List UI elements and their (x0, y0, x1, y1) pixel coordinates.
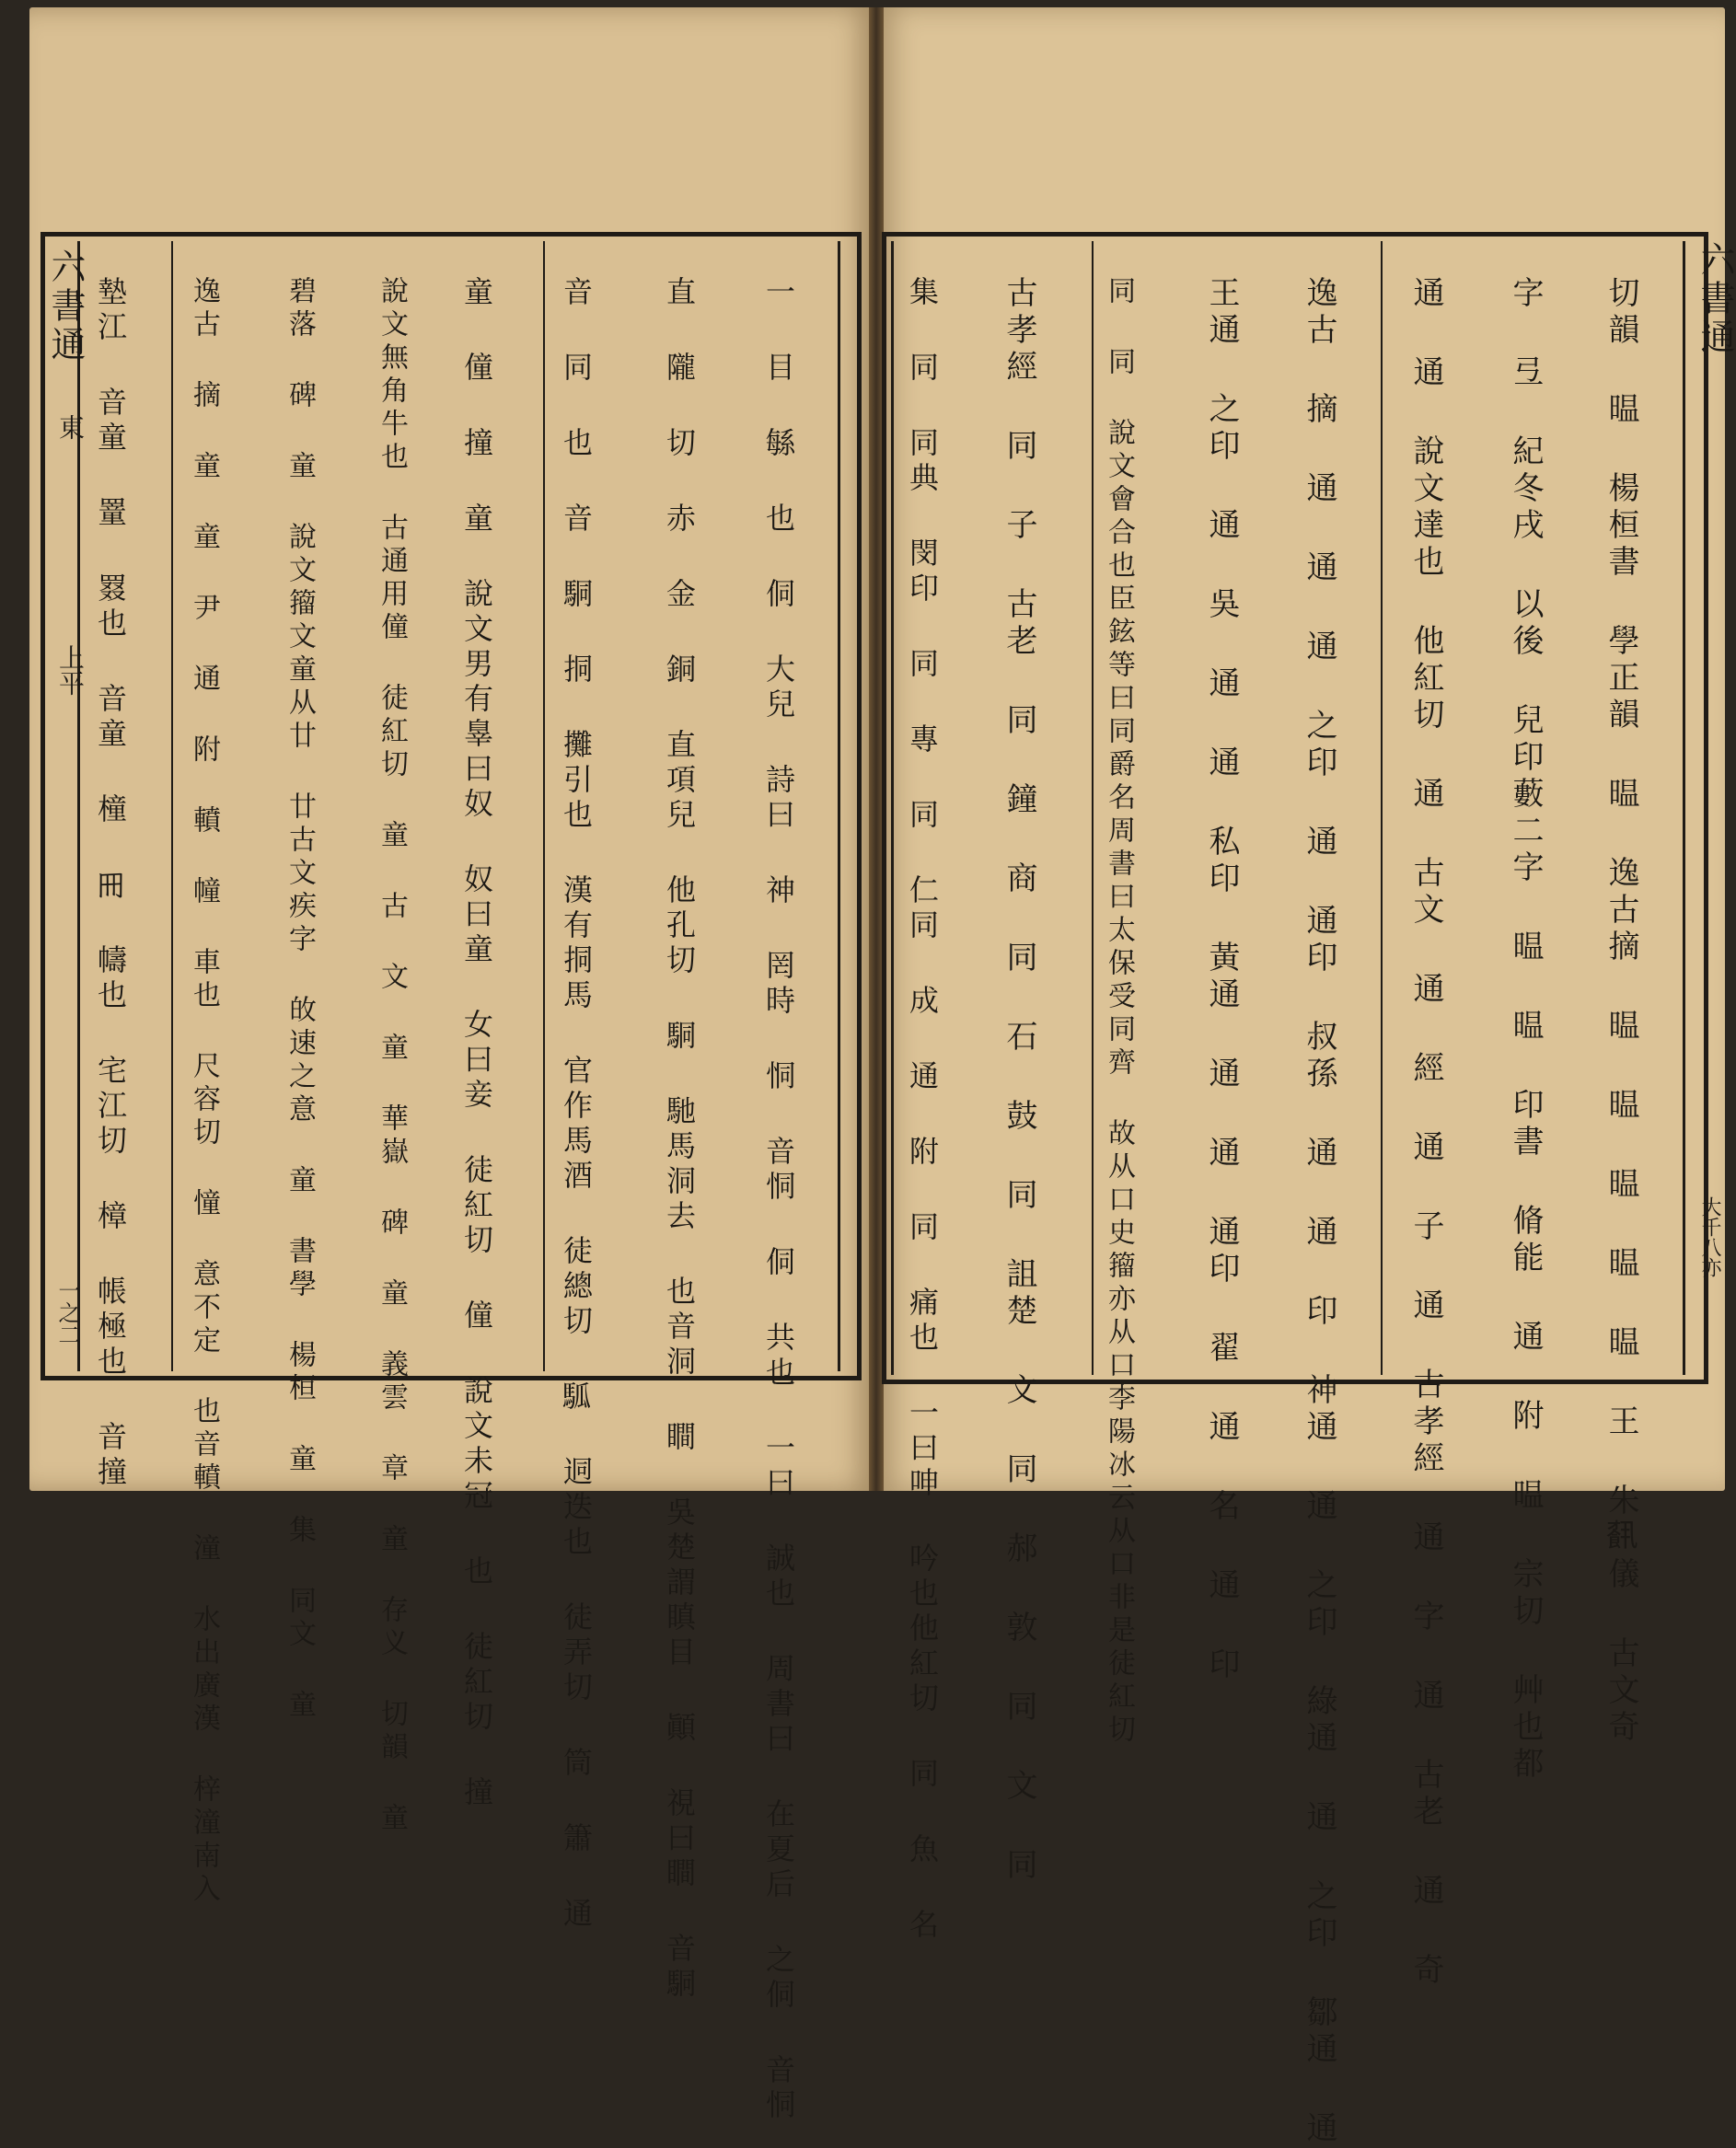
left-column-7: 逸古 摘 童 童 尹 通 附 轒 幢 車也 尺容切 憧 意不定 也音轒 潼 水出廣漢 梓潼南入 (188, 276, 220, 1907)
left-column-3: 音 同 也 音 駧 挏 攤引也 漢有挏馬 官作馬酒 徒總切 𩢍 迵迭也 徒弄切 筒 簫 通 (559, 276, 594, 1933)
right-column-3: 通 通 說文達也 他紅切 通 古文 通 經 通 子 通 古孝經 通 字 通 古老 通 奇 (1407, 276, 1444, 1990)
rhyme-label: 東 (55, 414, 86, 440)
right-column-8: 集 同 同典 閔印 同 專 同 仁同 成 通 附 同 痛也 一曰呻 吟也他紅切 同 魚 名 (905, 276, 940, 1944)
right-column-2: 字 弖 紀冬戌 以後 兒印藪二字 㬈 㬈 印書 脩能 通 附 㬈 宗切 艸也都 (1507, 276, 1544, 1784)
right-column-1: 切韻 㬈 楊桓書 學正韻 㬈 逸古摘 㬈 㬈 㬈 㬈 㬈 王 朱𩛥儀 古文奇 (1603, 276, 1639, 1747)
left-inner-rule (77, 241, 80, 1371)
right-column-divider (1381, 241, 1383, 1375)
right-column-7: 古孝經 同 子 古老 同 鐘 商 同 石 鼓 同 詛楚 文 同 郝 敦 同 文 同 (1001, 276, 1037, 1885)
edge-note: 大千八亦 (1698, 1196, 1721, 1277)
page-number: 一之二 (54, 1279, 80, 1345)
right-column-4: 逸古 摘 通 通 通 之印 通 通印 叔孫 通 通 印 神通 通 之印 綠通 通 之印 鄒通 通 (1301, 276, 1337, 2148)
left-column-8: 墊江 音童 罿 罬也 音童 橦 𠕁 幬也 宅江切 樟 帳極也 音撞 (93, 276, 128, 1491)
left-running-title: 六書通 (45, 248, 86, 364)
right-column-5: 王通 之印 通 吳 通 通 私印 黃通 通 通 通印 翟 通 名 通 印 (1203, 276, 1240, 1684)
left-column-2: 直 隴 切 赤 金 銅 直項兒 他孔切 駧 馳馬洞去 也音洞 瞷 吳楚謂瞋目 顚 視曰瞷 音駧 (662, 276, 697, 2003)
left-column-1: 一 目 緐 也 侗 大兒 詩曰 神 罔時 恫 音恫 侗 共也 一曰 誠也 周書曰 在夏后 之侗 音恫 (761, 276, 796, 2124)
right-column-divider-2 (1092, 241, 1094, 1375)
right-running-title: 六書通 (1695, 241, 1735, 357)
right-inner-rule (891, 241, 894, 1375)
tone-label: 上平 (55, 644, 86, 696)
left-column-divider (543, 241, 545, 1371)
right-column-6: 同 同 說文會合也臣鉉等曰同爵名周書曰太保受同齊 故从口史籀亦从口李陽冰云从口非是徒紅切 (1103, 276, 1135, 1748)
right-inner-rule-2 (1683, 241, 1685, 1375)
left-column-divider-2 (171, 241, 173, 1371)
left-column-6: 碧落 碑 童 說文籀文童从廿 廿古文疾字 敀速之意 童 書學 楊桓 童 集 同文 童 (284, 276, 316, 1723)
left-page-frame (41, 232, 862, 2124)
left-inner-rule-2 (838, 241, 840, 1371)
left-column-5: 說文無角牛也 古通用僮 徒紅切 童 古 文 童 華嶽 碑 童 義雲 章 童 存义 切韻 童 (376, 276, 408, 1836)
left-column-4: 童 僮 撞 童 說文男有辠曰奴 奴曰童 女曰妾 徒紅切 僮 說文未冠 也 徒紅切 撞 (459, 276, 494, 1811)
